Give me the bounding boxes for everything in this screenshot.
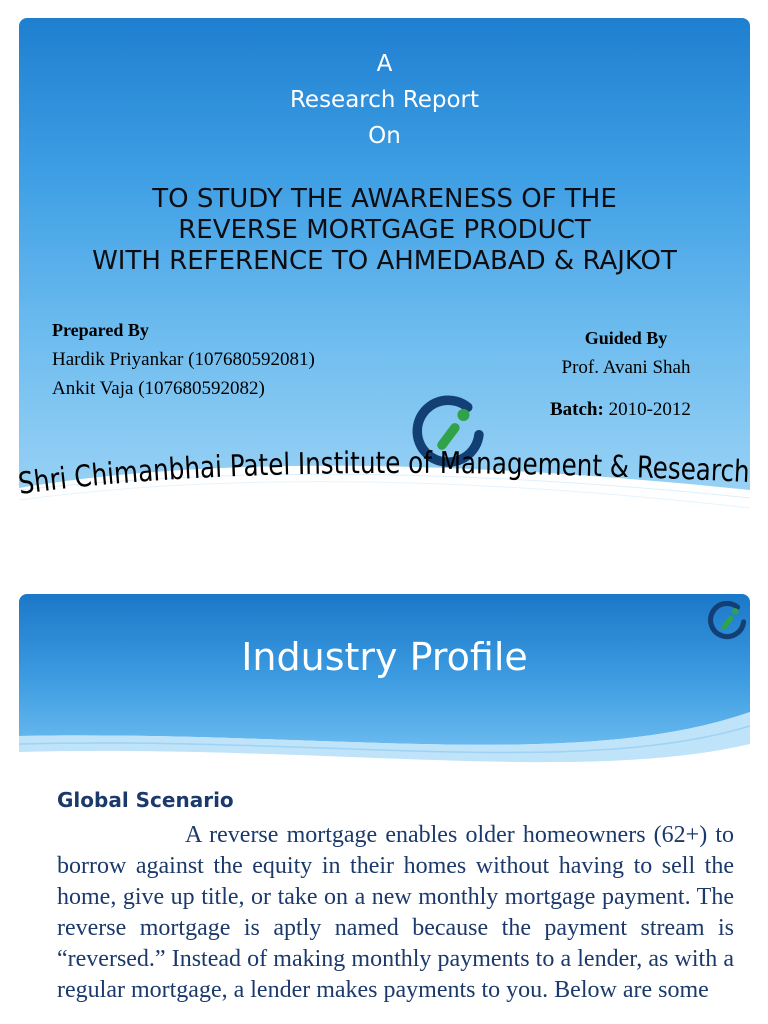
- section-body-text: [57, 820, 734, 1006]
- batch-value: 2010-2012: [608, 399, 691, 420]
- author-2: Ankit Vaja (107680592082): [52, 378, 265, 399]
- author-1: Hardik Priyankar (107680592081): [52, 349, 315, 370]
- title-line-2: REVERSE MORTGAGE PRODUCT: [178, 215, 591, 245]
- intro-line-research-report: Research Report: [289, 87, 480, 113]
- industry-profile-slide: [19, 594, 750, 1024]
- intro-line-on: On: [368, 123, 401, 149]
- title-line-1: TO STUDY THE AWARENESS OF THE: [152, 184, 617, 214]
- svg-text:Shri Chimanbhai Patel Institut: [16, 446, 750, 502]
- intro-line-a: A: [376, 51, 393, 77]
- batch-label: Batch:: [550, 399, 604, 420]
- body-paragraph: A reverse mortgage enables older homeowners (62+) to borrow against the equity in their homes without having to sell the home, give up title, or take on a new monthly mortgage payment. The reverse mortgage is aptly named because the payment stream is “reversed.” Instead of making monthly payments to a lender, as with a regular mortgage, a lender makes payments to you. Below are some: [57, 822, 734, 1003]
- report-title: [19, 184, 750, 277]
- slide-header-band: [19, 594, 750, 774]
- institute-name-banner: [0, 437, 768, 517]
- report-intro: [19, 46, 750, 154]
- guide-name: Prof. Avani Shah: [561, 357, 691, 378]
- guided-by-block: [531, 324, 721, 382]
- prepared-by-label: Prepared By: [52, 320, 149, 340]
- section-subheading: Global Scenario: [57, 788, 234, 812]
- title-line-3: WITH REFERENCE TO AHMEDABAD & RAJKOT: [92, 246, 677, 276]
- prepared-by-block: [52, 316, 315, 403]
- slide-title: Industry Profile: [241, 635, 528, 679]
- institute-name: Shri Chimanbhai Patel Institute of Management & Research: [16, 445, 752, 502]
- guided-by-label: Guided By: [584, 328, 668, 348]
- institute-logo-icon: [704, 598, 750, 644]
- batch-info: [550, 399, 691, 421]
